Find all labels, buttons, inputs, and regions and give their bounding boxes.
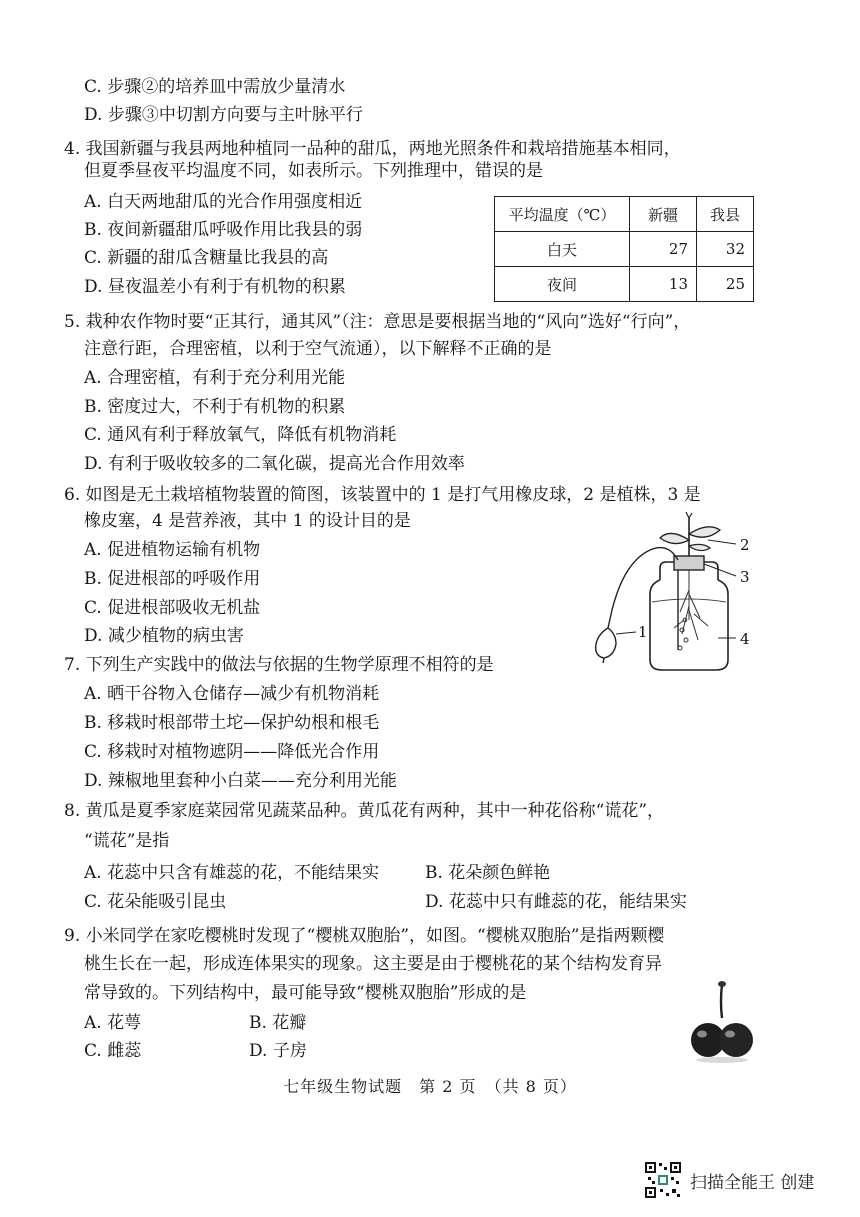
table-header-cell: 我县 <box>697 197 754 232</box>
q6-stem-line2: 橡皮塞，4 是营养液，其中 1 的设计目的是 <box>84 511 411 531</box>
q5-option-a: A. 合理密植，有利于充分利用光能 <box>84 368 346 388</box>
q5-stem-line2: 注意行距，合理密植，以利于空气流通），以下解释不正确的是 <box>84 339 552 359</box>
q9-stem-line1: 9. 小米同学在家吃樱桃时发现了“樱桃双胞胎”，如图。“樱桃双胞胎”是指两颗樱 <box>64 926 665 946</box>
q4-stem-line1: 4. 我国新疆与我县两地种植同一品种的甜瓜，两地光照条件和栽培措施基本相同， <box>64 139 681 159</box>
q6-stem-line1: 6. 如图是无土栽培植物装置的简图，该装置中的 1 是打气用橡皮球，2 是植株，3 是 <box>64 485 701 505</box>
q9-option-c: C. 雌蕊 <box>84 1041 142 1061</box>
q7-option-a: A. 晒干谷物入仓储存—减少有机物消耗 <box>84 684 380 704</box>
q7-option-d: D. 辣椒地里套种小白菜——充分利用光能 <box>84 771 397 791</box>
scanner-watermark <box>644 1160 814 1200</box>
table-row <box>495 267 754 302</box>
temperature-table <box>494 196 754 302</box>
qr-code-icon <box>644 1161 682 1199</box>
q6-option-b: B. 促进根部的呼吸作用 <box>84 569 261 589</box>
q3-option-c: C. 步骤②的培养皿中需放少量清水 <box>84 77 346 97</box>
q9-option-a: A. 花萼 <box>84 1013 142 1033</box>
q4-option-b: B. 夜间新疆甜瓜呼吸作用比我县的弱 <box>84 220 363 240</box>
q4-option-c: C. 新疆的甜瓜含糖量比我县的高 <box>84 248 329 268</box>
q9-option-d: D. 子房 <box>249 1041 307 1061</box>
table-cell: 25 <box>697 267 754 302</box>
table-cell: 13 <box>630 267 697 302</box>
table-cell: 夜间 <box>495 267 630 302</box>
q5-stem-line1: 5. 栽种农作物时要“正其行，通其风”（注：意思是要根据当地的“风向”选好“行向”， <box>64 312 691 332</box>
q7-stem: 7. 下列生产实践中的做法与依据的生物学原理不相符的是 <box>64 655 494 675</box>
q9-stem-line3: 常导致的。下列结构中，最可能导致“樱桃双胞胎”形成的是 <box>84 983 527 1003</box>
q4-option-d: D. 昼夜温差小有利于有机物的积累 <box>84 277 346 297</box>
figure-label-1: 1 <box>638 623 648 641</box>
q3-option-d: D. 步骤③中切割方向要与主叶脉平行 <box>84 105 363 125</box>
q8-stem-line1: 8. 黄瓜是夏季家庭菜园常见蔬菜品种。黄瓜花有两种，其中一种花俗称“谎花”， <box>64 801 665 821</box>
watermark-text: 扫描全能王 创建 <box>690 1172 815 1193</box>
q5-option-c: C. 通风有利于释放氧气，降低有机物消耗 <box>84 425 397 445</box>
figure-label-4: 4 <box>740 630 750 648</box>
page-footer: 七年级生物试题 第 2 页 （共 8 页） <box>283 1077 577 1096</box>
figure-label-3: 3 <box>740 568 750 586</box>
q5-option-d: D. 有利于吸收较多的二氧化碳，提高光合作用效率 <box>84 454 465 474</box>
q8-option-c: C. 花朵能吸引昆虫 <box>84 892 227 912</box>
q8-option-a: A. 花蕊中只含有雄蕊的花，不能结果实 <box>84 863 380 883</box>
q8-option-d: D. 花蕊中只有雌蕊的花，能结果实 <box>425 892 687 912</box>
table-header-row <box>495 197 754 232</box>
q9-stem-line2: 桃生长在一起，形成连体果实的现象。这主要是由于樱桃花的某个结构发育异 <box>84 954 662 974</box>
twin-cherry-image <box>686 978 758 1064</box>
q8-option-b: B. 花朵颜色鲜艳 <box>425 863 551 883</box>
q7-option-c: C. 移栽时对植物遮阴——降低光合作用 <box>84 742 380 762</box>
q6-option-a: A. 促进植物运输有机物 <box>84 540 261 560</box>
q6-option-c: C. 促进根部吸收无机盐 <box>84 598 261 618</box>
table-cell: 白天 <box>495 232 630 267</box>
q7-option-b: B. 移栽时根部带土坨—保护幼根和根毛 <box>84 713 380 733</box>
figure-label-2: 2 <box>740 536 750 554</box>
q5-option-b: B. 密度过大，不利于有机物的积累 <box>84 397 346 417</box>
table-cell: 32 <box>697 232 754 267</box>
q4-stem-line2: 但夏季昼夜平均温度不同，如表所示。下列推理中，错误的是 <box>84 161 543 181</box>
hydroponic-apparatus-figure <box>590 510 770 678</box>
q9-option-b: B. 花瓣 <box>249 1013 307 1033</box>
table-cell: 27 <box>630 232 697 267</box>
q6-option-d: D. 减少植物的病虫害 <box>84 626 244 646</box>
table-header-cell: 新疆 <box>630 197 697 232</box>
table-row <box>495 232 754 267</box>
table-header-cell: 平均温度（℃） <box>495 197 630 232</box>
q4-option-a: A. 白天两地甜瓜的光合作用强度相近 <box>84 192 363 212</box>
q8-stem-line2: “谎花”是指 <box>84 831 170 851</box>
